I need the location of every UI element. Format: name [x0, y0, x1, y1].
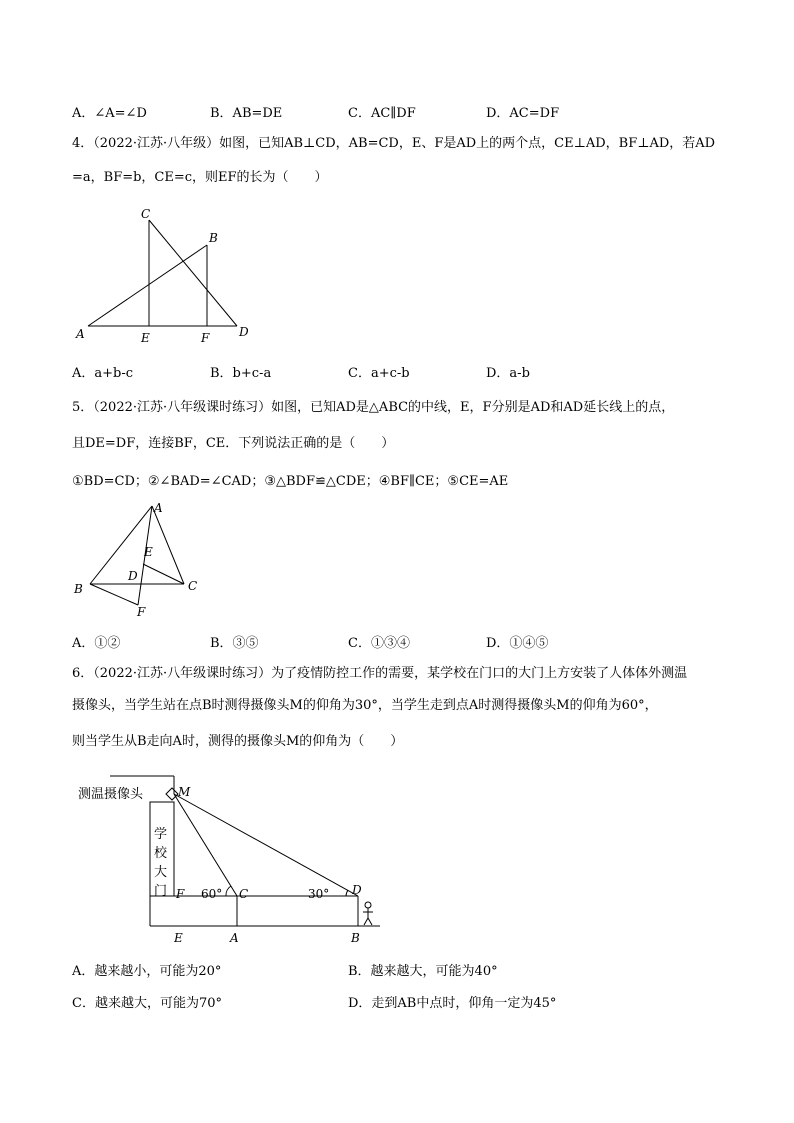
q5-label-c: C	[188, 579, 198, 593]
q4-label-a: A	[76, 327, 85, 341]
q6-gate-char-1: 学	[154, 827, 168, 842]
q4-option-c: C．a+c-b	[348, 366, 410, 381]
q6-stem-line3: 则当学生从B走向A时，测得的摄像头M的仰角为（ ）	[72, 734, 404, 749]
q6-camera-label: 测温摄像头	[78, 787, 144, 802]
q5-stem-line2: 且DE=DF，连接BF，CE．下列说法正确的是（ ）	[72, 436, 395, 451]
q6-label-a: A	[230, 931, 239, 945]
q5-label-a: A	[154, 501, 163, 515]
q5-label-f: F	[137, 605, 146, 619]
q4-figure	[70, 200, 270, 350]
q5-option-c: C．①③④	[348, 636, 410, 651]
q6-angle-60: 60°	[201, 887, 223, 901]
q5-label-b: B	[74, 582, 83, 596]
q6-label-f: F	[176, 887, 185, 901]
q6-stem-line2: 摄像头，当学生站在点B时测得摄像头M的仰角为30°，当学生走到点A时测得摄像头M的仰角为60°，	[72, 698, 658, 713]
q5-statements: ①BD=CD；②∠BAD=∠CAD；③△BDF≌△CDE；④BF∥CE；⑤CE=AE	[72, 474, 509, 489]
q4-label-b: B	[209, 231, 218, 245]
q5-label-d: D	[128, 569, 138, 583]
q4-stem-line1: 4．（2022·江苏·八年级）如图，已知AB⊥CD，AB=CD，E、F是AD上的两个点，CE⊥AD，BF⊥AD，若AD	[72, 136, 716, 151]
q4-stem-line2: =a，BF=b，CE=c，则EF的长为（ ）	[72, 170, 328, 185]
q5-figure	[66, 498, 216, 623]
q5-option-b: B．③⑤	[210, 636, 259, 651]
q3-option-b: B．AB=DE	[210, 106, 283, 121]
q4-option-d: D．a-b	[486, 366, 530, 381]
q3-option-a: A．∠A=∠D	[72, 106, 147, 121]
q6-option-a: A．越来越小，可能为20°	[72, 964, 222, 979]
q4-label-e: E	[141, 331, 150, 345]
q6-label-m: M	[178, 785, 191, 799]
q6-option-c: C．越来越大，可能为70°	[72, 996, 222, 1011]
q6-stem-line1: 6．（2022·江苏·八年级课时练习）为了疫情防控工作的需要，某学校在门口的大门上方安装了人体体外测温	[72, 666, 688, 681]
q6-gate-char-4: 门	[154, 884, 168, 899]
q4-option-a: A．a+b-c	[72, 366, 134, 381]
q5-option-a: A．①②	[72, 636, 121, 651]
q4-label-c: C	[141, 207, 151, 221]
q6-gate-char-2: 校	[154, 846, 168, 861]
q6-gate-char-3: 大	[154, 865, 168, 880]
q5-stem-line1: 5．（2022·江苏·八年级课时练习）如图，已知AD是△ABC的中线，E，F分别是AD和AD延长线上的点，	[72, 400, 675, 415]
q6-label-d: D	[352, 883, 362, 897]
q3-option-c: C．AC∥DF	[348, 106, 416, 121]
q6-angle-30: 30°	[308, 887, 330, 901]
q6-label-c: C	[239, 887, 249, 901]
q6-figure	[70, 772, 390, 947]
q6-label-b: B	[351, 931, 360, 945]
q6-option-b: B．越来越大，可能为40°	[348, 964, 498, 979]
q4-label-f: F	[201, 331, 210, 345]
q6-label-e: E	[174, 931, 183, 945]
q4-label-d: D	[239, 325, 249, 339]
q5-label-e: E	[144, 545, 153, 559]
q5-option-d: D．①④⑤	[486, 636, 549, 651]
q4-option-b: B．b+c-a	[210, 366, 272, 381]
q6-option-d: D．走到AB中点时，仰角一定为45°	[348, 996, 557, 1011]
q3-option-d: D．AC=DF	[486, 106, 560, 121]
